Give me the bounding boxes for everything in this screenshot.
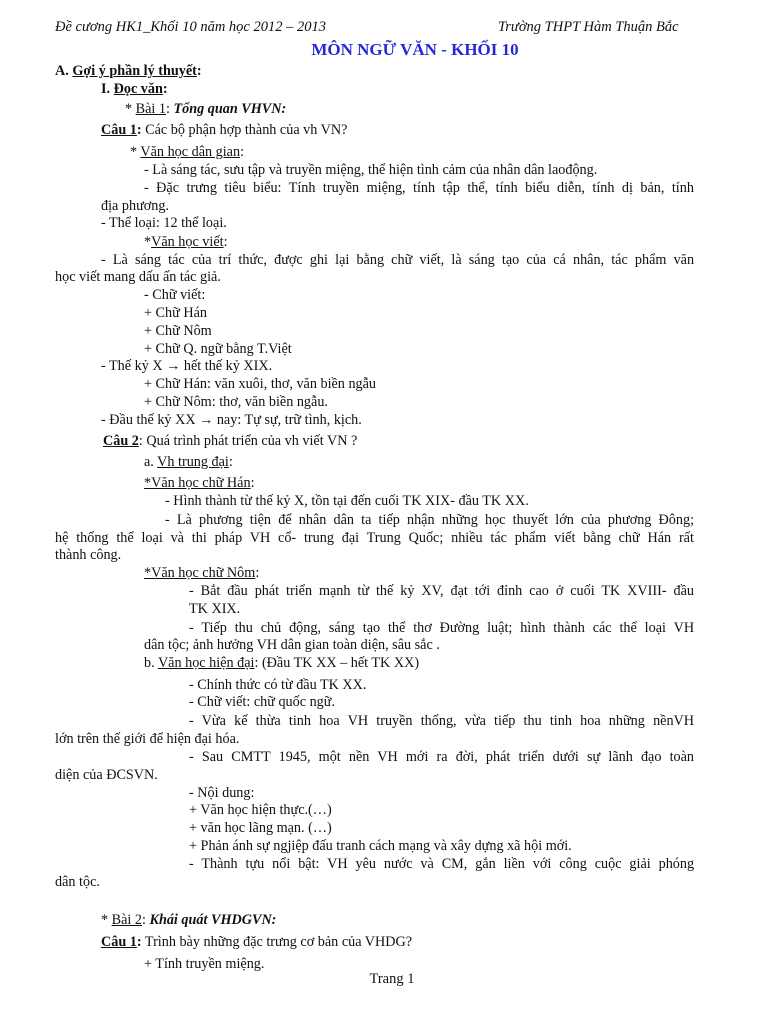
header-left: Đề cương HK1_Khối 10 năm học 2012 – 2013 xyxy=(55,19,326,35)
content-line-4: + Phản ánh sự ngjiệp đấu tranh cách mạng và xây dựng xã hội mới. xyxy=(189,838,572,854)
nom-literature-heading: *Văn học chữ Nôm: xyxy=(144,565,260,581)
modern-para2-line-1: - Sau CMTT 1945, một nền VH mới ra đời, phát triển dưới sự lãnh đạo toàn xyxy=(189,749,695,765)
lesson-2-question-1: Câu 1: Trình bày những đặc trưng cơ bản của VHDG? xyxy=(101,934,413,950)
page-number: Trang 1 xyxy=(369,971,415,987)
han-para-line-2: hệ thống thể loại và thi pháp VH cổ- trung đại Trung Quốc; nhiều tác phẩm viết bằng chữ Hán rất xyxy=(55,530,694,546)
document-title: MÔN NGỮ VĂN - KHỐI 10 xyxy=(311,40,519,59)
nom-para1-line-1: - Bắt đầu phát triển mạnh từ thế kỷ XV, đạt tới đỉnh cao ở cuối TK XVIII- đầu xyxy=(189,583,694,599)
modern-para1-line-2: lớn trên thế giới để hiện đại hóa. xyxy=(55,731,240,747)
modern-heading: b. Văn học hiện đại: (Đầu TK XX – hết TK XX) xyxy=(144,655,420,671)
nom-para2-line-1: - Tiếp thu chủ động, sáng tạo thể thơ Đường luật; hình thành các thể loại VH xyxy=(189,620,695,636)
folk-line-4: - Thể loại: 12 thể loại. xyxy=(101,215,227,231)
lesson-1-heading: * Bài 1: Tổng quan VHVN: xyxy=(125,101,287,117)
modern-para2-line-2: diện của ĐCSVN. xyxy=(55,767,158,783)
script-line-1: - Chữ viết: xyxy=(144,287,206,303)
folk-line-1: - Là sáng tác, sưu tập và truyền miệng, thể hiện tình cảm của nhân dân laođộng. xyxy=(144,162,598,178)
period-2: - Đầu thế kỷ XX → nay: Tự sự, trữ tình, kịch. xyxy=(101,412,362,428)
script-line-4: + Chữ Q. ngữ bằng T.Việt xyxy=(144,341,292,357)
lesson-2-heading: * Bài 2: Khái quát VHDGVN: xyxy=(101,912,277,928)
modern-line-1: - Chính thức có từ đầu TK XX. xyxy=(189,677,367,693)
modern-line-2: - Chữ viết: chữ quốc ngữ. xyxy=(189,694,336,710)
written-para-line-1: - Là sáng tác của trí thức, được ghi lại bằng chữ viết, là sáng tạo của cá nhân, tác phẩm văn xyxy=(101,252,695,268)
nom-para2-line-2: dân tộc; ảnh hưởng VH dân gian toàn diện, sâu sắc . xyxy=(144,637,440,653)
modern-para1-line-1: - Vừa kế thừa tinh hoa VH truyền thống, vừa tiếp thu tinh hoa những nềnVH xyxy=(189,713,695,729)
folk-line-3: địa phương. xyxy=(101,198,169,214)
content-line-3: + văn học lãng mạn. (…) xyxy=(189,820,332,836)
lesson-2-item-1: + Tính truyền miệng. xyxy=(144,956,265,972)
script-line-2: + Chữ Hán xyxy=(144,305,207,321)
folk-line-2: - Đặc trưng tiêu biểu: Tính truyền miệng, tính tập thể, tính biểu diễn, tính dị bản, tính xyxy=(144,180,694,196)
written-para-line-2: học viết mang dấu ấn tác giả. xyxy=(55,269,221,285)
medieval-heading: a. Vh trung đại: xyxy=(144,454,233,470)
han-para-line-1: - Là phương tiện để nhân dân ta tiếp nhận những học thuyết lớn của phương Đông; xyxy=(165,512,695,528)
achievement-line-1: - Thành tựu nổi bật: VH yêu nước và CM, gắn liền với công cuộc giải phóng xyxy=(189,856,695,872)
section-a-heading: A. Gợi ý phần lý thuyết: xyxy=(55,63,202,79)
part-i-heading: I. Đọc văn: xyxy=(101,81,168,97)
question-2: Câu 2: Quá trình phát triển của vh viết VN ? xyxy=(103,433,358,449)
header-right: Trường THPT Hàm Thuận Bắc xyxy=(498,19,679,35)
period-1-sub-1: + Chữ Hán: văn xuôi, thơ, văn biền ngẫu xyxy=(144,376,377,392)
achievement-line-2: dân tộc. xyxy=(55,874,100,890)
content-line-1: - Nội dung: xyxy=(189,785,255,801)
folk-literature-heading: * Văn học dân gian: xyxy=(130,144,245,160)
period-1: - Thế kỷ X → hết thế kỷ XIX. xyxy=(101,358,273,374)
question-1: Câu 1: Các bộ phận hợp thành của vh VN? xyxy=(101,122,348,138)
han-literature-heading: *Văn học chữ Hán: xyxy=(144,475,255,491)
written-literature-heading: *Văn học viết: xyxy=(144,234,228,250)
han-line-1: - Hình thành từ thế kỷ X, tồn tại đến cuối TK XIX- đầu TK XX. xyxy=(165,493,529,509)
script-line-3: + Chữ Nôm xyxy=(144,323,212,339)
han-para-line-3: thành công. xyxy=(55,547,122,563)
content-line-2: + Văn học hiện thực.(…) xyxy=(189,802,332,818)
nom-para1-line-2: TK XIX. xyxy=(189,601,241,617)
period-1-sub-2: + Chữ Nôm: thơ, văn biền ngẫu. xyxy=(144,394,328,410)
